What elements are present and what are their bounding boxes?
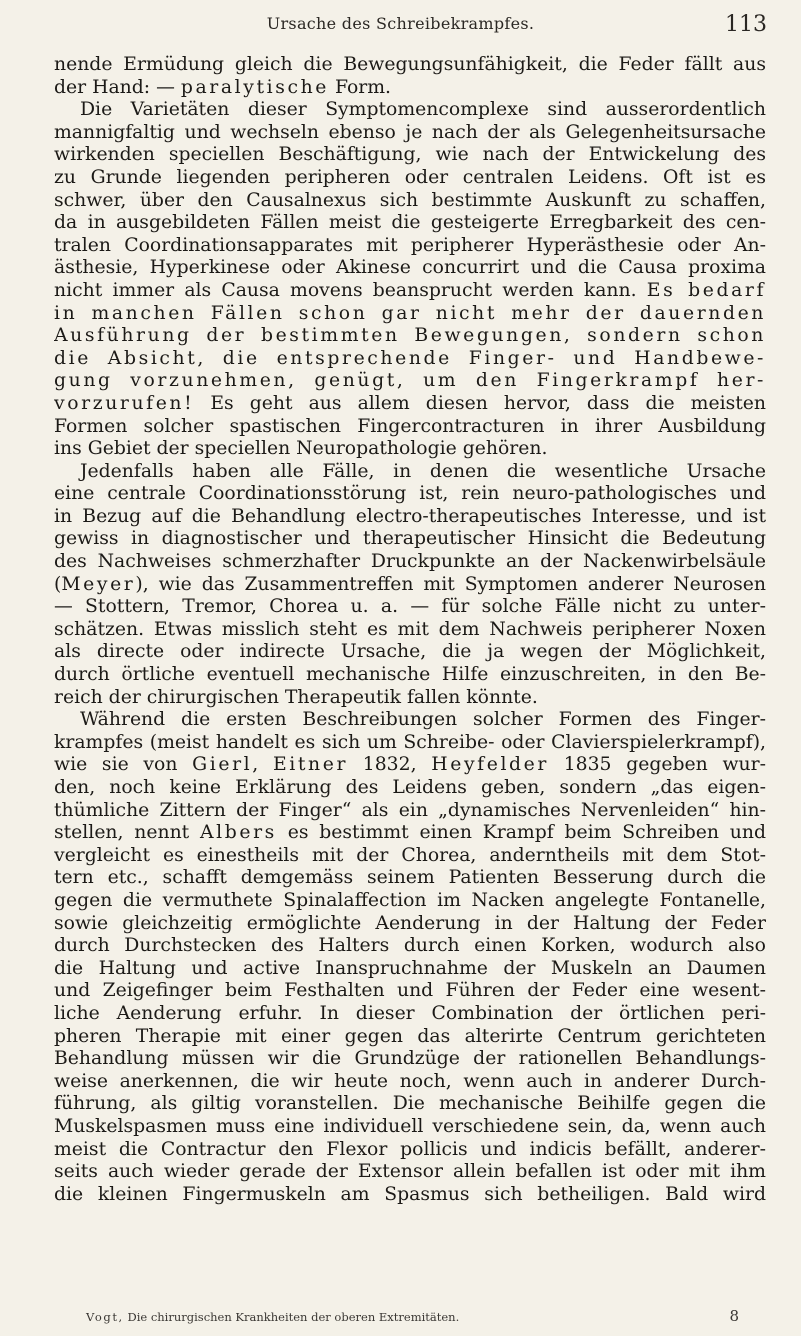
footnote-author: Vogt, [86, 1310, 124, 1324]
text-line [54, 890, 766, 913]
text-run: des Nachweises schmerzhafter Druckpunkte an der Nackenwirbelsäule [54, 551, 766, 573]
sheet-signature: 8 [729, 1307, 739, 1325]
text-line [54, 348, 766, 371]
footnote [86, 1310, 726, 1324]
text-run: nende Ermüdung gleich die Bewegungsunfähigkeit, die Feder fällt aus [54, 54, 766, 75]
text-run: eine centrale Coordinationsstörung ist, rein neuro-pathologisches und [54, 483, 766, 505]
text-line [54, 800, 766, 823]
text-line [54, 1048, 766, 1071]
text-run: schwer, über den Causalnexus sich bestimmte Auskunft zu schaffen, [54, 189, 766, 211]
text-line [54, 257, 766, 280]
text-line [54, 77, 766, 100]
text-run: es bestimmt einen Krampf beim Schreiben und [276, 822, 766, 844]
text-line [54, 574, 766, 597]
text-run: 1832, [348, 754, 432, 776]
page-number: 113 [725, 12, 767, 37]
text-run: schätzen. Etwas misslich steht es mit dem Nachweis peripherer Noxen [54, 618, 766, 640]
spaced-emphasis: Albers [200, 822, 277, 844]
text-run: meist die Contractur den Flexor pollicis und indicis befällt, anderer- [54, 1138, 766, 1160]
text-run: thümliche Zittern der Finger“ als ein „dynamisches Nervenleiden“ hin- [54, 799, 766, 821]
text-line [54, 935, 766, 958]
text-run: — Stottern, Tremor, Chorea u. a. — für solche Fälle nicht zu unter- [54, 596, 766, 618]
spaced-emphasis: die Absicht, die entsprechende Finger- und Handbewe- [54, 347, 766, 369]
text-run: Die Varietäten dieser Symptomencomplexe sind ausserordentlich [80, 99, 766, 121]
running-title: Ursache des Schreibekrampfes. [266, 14, 535, 33]
text-line [54, 1116, 766, 1139]
text-line [54, 1184, 766, 1207]
text-run: Während die ersten Beschreibungen solcher Formen des Finger- [80, 709, 766, 731]
text-run: stellen, nennt [54, 822, 200, 844]
text-run: sowie gleichzeitig ermöglichte Aenderung in der Haltung der Feder [54, 912, 766, 934]
text-line [54, 370, 766, 393]
text-run: , [252, 754, 273, 776]
text-run: tralen Coordinationsapparates mit peripherer Hyperästhesie oder An- [54, 234, 766, 256]
text-line [54, 144, 766, 167]
text-line [54, 913, 766, 936]
text-run: reich der chirurgischen Therapeutik fallen könnte. [54, 686, 538, 708]
text-line [54, 1071, 766, 1094]
spaced-emphasis: Gierl [192, 754, 253, 776]
text-line [54, 777, 766, 800]
text-run: als directe oder indirecte Ursache, die ja wegen der Möglichkeit, [54, 641, 766, 663]
text-line [54, 483, 766, 506]
text-line [54, 99, 766, 122]
text-run: 1835 gegeben wur- [548, 754, 766, 776]
text-line [54, 867, 766, 890]
text-run: ), wie das Zusammentreffen mit Symptomen anderer Neurosen [135, 573, 766, 595]
text-line [54, 596, 766, 619]
spaced-emphasis: in manchen Fällen schon gar nicht mehr der dauernden [54, 302, 766, 324]
text-run: mannigfaltig und wechseln ebenso je nach der als Gelegenheitsursache [54, 121, 766, 143]
text-run: nicht immer als Causa movens beansprucht werden kann. [54, 279, 647, 301]
text-run: Es geht aus allem diesen hervor, dass die meisten [194, 392, 766, 414]
text-run: den, noch keine Erklärung des Leidens geben, sondern „das eigen- [54, 777, 766, 798]
text-run: Form. [328, 76, 392, 98]
spaced-emphasis: paralytische [180, 76, 329, 98]
text-line [54, 709, 766, 732]
text-line [54, 528, 766, 551]
text-run: zu Grunde liegenden peripheren oder centralen Leidens. Oft ist es [54, 166, 766, 188]
text-line [54, 303, 766, 326]
text-run: der Hand: — [54, 76, 181, 98]
text-line [54, 958, 766, 981]
text-run: seits auch wieder gerade der Extensor allein befallen ist oder mit ihm [54, 1161, 766, 1183]
text-run: wie sie von [54, 754, 193, 776]
text-line [54, 416, 766, 439]
text-run: ästhesie, Hyperkinese oder Akinese concurrirt und die Causa proxima [54, 257, 766, 279]
footnote-text: Die chirurgischen Krankheiten der oberen Extremitäten. [123, 1310, 460, 1324]
text-line [54, 393, 766, 416]
text-run: da in ausgebildeten Fällen meist die gesteigerte Erregbarkeit des cen- [54, 212, 766, 234]
text-run: tern etc., schafft demgemäss seinem Patienten Besserung durch die [54, 867, 766, 889]
text-run: die kleinen Fingermuskeln am Spasmus sich betheiligen. Bald wird [54, 1183, 766, 1205]
text-run: Jedenfalls haben alle Fälle, in denen die wesentliche Ursache [80, 460, 766, 482]
spaced-emphasis: gung vorzunehmen, genügt, um den Fingerkrampf her- [54, 370, 766, 392]
text-line [54, 822, 766, 845]
text-line [54, 687, 766, 710]
text-line [54, 1139, 766, 1162]
text-run: Formen solcher spastischen Fingercontracturen in ihrer Ausbildung [54, 415, 766, 437]
text-line [54, 1026, 766, 1049]
text-run: die Haltung und active Inanspruchnahme der Muskeln an Daumen [54, 957, 766, 979]
text-line [54, 438, 766, 461]
text-run: durch örtliche eventuell mechanische Hilfe einzuschreiten, in den Be- [54, 664, 766, 686]
text-line [54, 235, 766, 258]
text-line [54, 212, 766, 235]
text-line [54, 754, 766, 777]
text-line [54, 980, 766, 1003]
text-line [54, 280, 766, 303]
text-line [54, 551, 766, 574]
text-run: vergleicht es einestheils mit der Chorea, anderntheils mit dem Stot- [54, 844, 766, 866]
text-line [54, 190, 766, 213]
text-line [54, 1161, 766, 1184]
text-run: Behandlung müssen wir die Grundzüge der rationellen Behandlungs- [54, 1048, 766, 1070]
text-line [54, 1093, 766, 1116]
text-line [54, 461, 766, 484]
text-run: und Zeigefinger beim Festhalten und Führen der Feder eine wesent- [54, 980, 766, 1002]
spaced-emphasis: Meyer [61, 573, 136, 595]
spaced-emphasis: Es bedarf [646, 279, 766, 301]
text-run: gewiss in diagnostischer und therapeutischer Hinsicht die Bedeutung [54, 528, 766, 550]
page-header [0, 8, 801, 48]
spaced-emphasis: vorzurufen! [54, 392, 195, 414]
spaced-emphasis: Heyfelder [431, 754, 549, 776]
text-line [54, 619, 766, 642]
text-run: krampfes (meist handelt es sich um Schreibe- oder Clavierspielerkrampf), [54, 731, 766, 753]
text-line [54, 732, 766, 755]
text-run: liche Aenderung erfuhr. In dieser Combination der örtlichen peri- [54, 1002, 766, 1024]
spaced-emphasis: Ausführung der bestimmten Bewegungen, sondern schon [54, 325, 766, 347]
text-line [54, 167, 766, 190]
text-run: Muskelspasmen muss eine individuell verschiedene sein, da, wenn auch [54, 1115, 766, 1137]
text-line [54, 122, 766, 145]
text-line [54, 1003, 766, 1026]
spaced-emphasis: Eitner [272, 754, 349, 776]
text-line [54, 641, 766, 664]
text-run: gegen die vermuthete Spinalaffection im Nacken angelegte Fontanelle, [54, 889, 766, 911]
text-run: durch Durchstecken des Halters durch einen Korken, wodurch also [54, 935, 766, 957]
text-run: ins Gebiet der speciellen Neuropathologie gehören. [54, 438, 548, 460]
text-line [54, 325, 766, 348]
text-line [54, 845, 766, 868]
text-run: führung, als giltig voranstellen. Die mechanische Beihilfe gegen die [54, 1093, 766, 1115]
text-run: ( [54, 573, 62, 595]
text-run: in Bezug auf die Behandlung electro-therapeutisches Interesse, und ist [54, 505, 766, 527]
text-run: weise anerkennen, die wir heute noch, wenn auch in anderer Durch- [54, 1070, 766, 1092]
text-line [54, 664, 766, 687]
body-text [54, 54, 766, 1206]
text-line [54, 506, 766, 529]
text-line [54, 54, 766, 77]
text-run: wirkenden speciellen Beschäftigung, wie nach der Entwickelung des [54, 144, 766, 166]
text-run: pheren Therapie mit einer gegen das alterirte Centrum gerichteten [54, 1025, 766, 1047]
